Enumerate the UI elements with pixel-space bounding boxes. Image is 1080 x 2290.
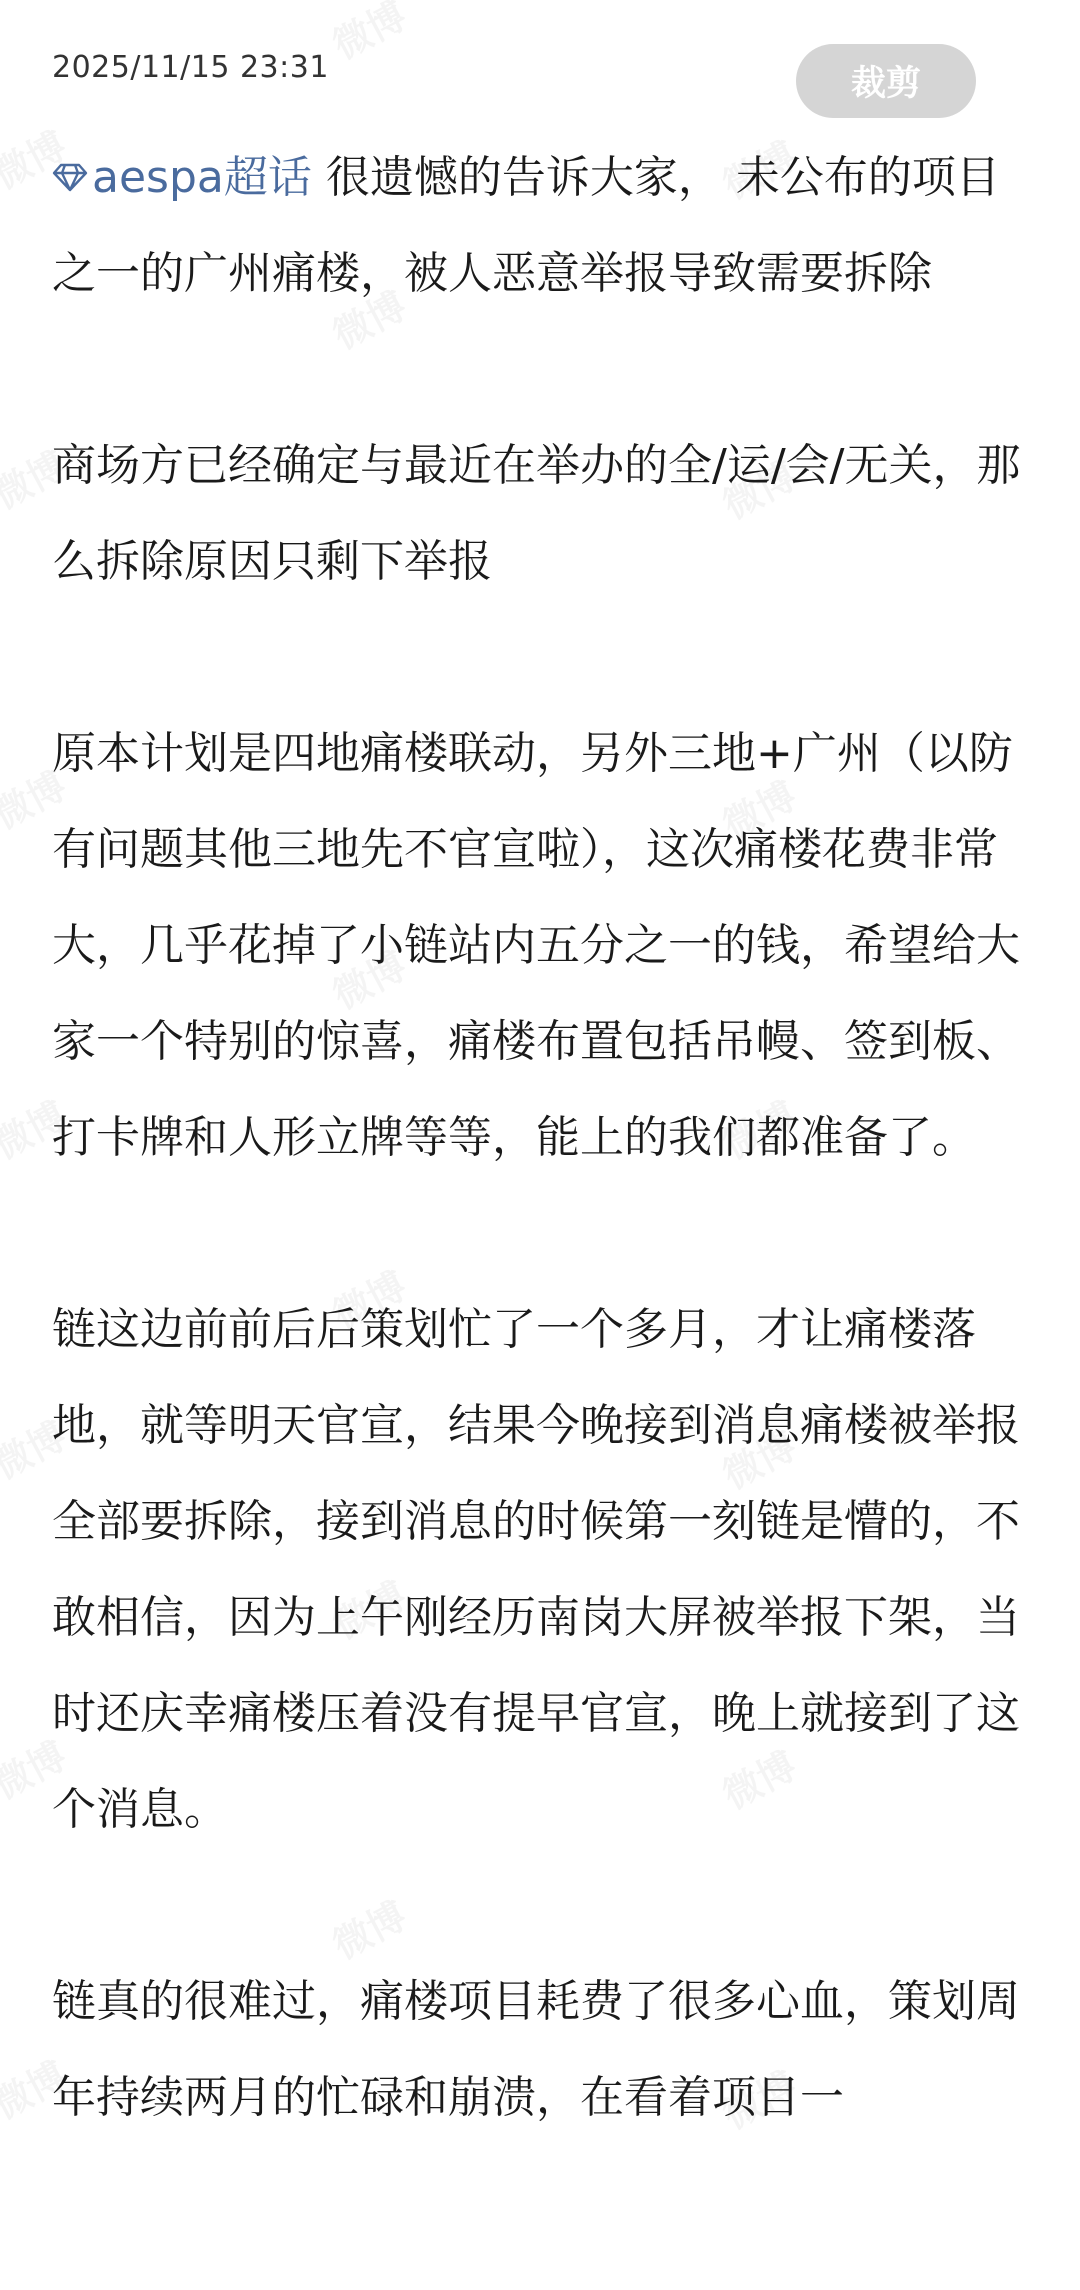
post-timestamp: 2025/11/15 23:31 xyxy=(52,50,329,85)
post-paragraph: 原本计划是四地痛楼联动，另外三地+广州（以防有问题其他三地先不官宣啦），这次痛楼花费非常大，几乎花掉了小链站内五分之一的钱，希望给大家一个特别的惊喜，痛楼布置包括吊幔、签到板、打卡牌和人形立牌等等，能上的我们都准备了。 xyxy=(52,728,1020,1163)
post-content xyxy=(52,130,1032,2242)
post-paragraph: 链这边前前后后策划忙了一个多月，才让痛楼落地，就等明天官宣，结果今晚接到消息痛楼被举报全部要拆除，接到消息的时候第一刻链是懵的，不敢相信，因为上午刚经历南岗大屏被举报下架，当时还庆幸痛楼压着没有提早官宣，晚上就接到了这个消息。 xyxy=(52,1304,1020,1835)
diamond-icon xyxy=(52,162,88,192)
paragraph-text: 很遗憾的告诉大家， 未公布的项目之一的广州痛楼，被人恶意举报导致需要拆除 xyxy=(52,152,1000,299)
topic-link[interactable] xyxy=(52,152,312,203)
post-paragraph xyxy=(52,130,1032,322)
crop-button[interactable]: 裁剪 xyxy=(796,44,976,118)
topic-name: aespa超话 xyxy=(92,152,312,203)
post-paragraph: 链真的很难过，痛楼项目耗费了很多心血，策划周年持续两月的忙碌和崩溃，在看着项目一 xyxy=(52,1976,1020,2123)
post-paragraph: 商场方已经确定与最近在举办的全/运/会/无关，那么拆除原因只剩下举报 xyxy=(52,440,1021,587)
watermark xyxy=(322,0,415,70)
